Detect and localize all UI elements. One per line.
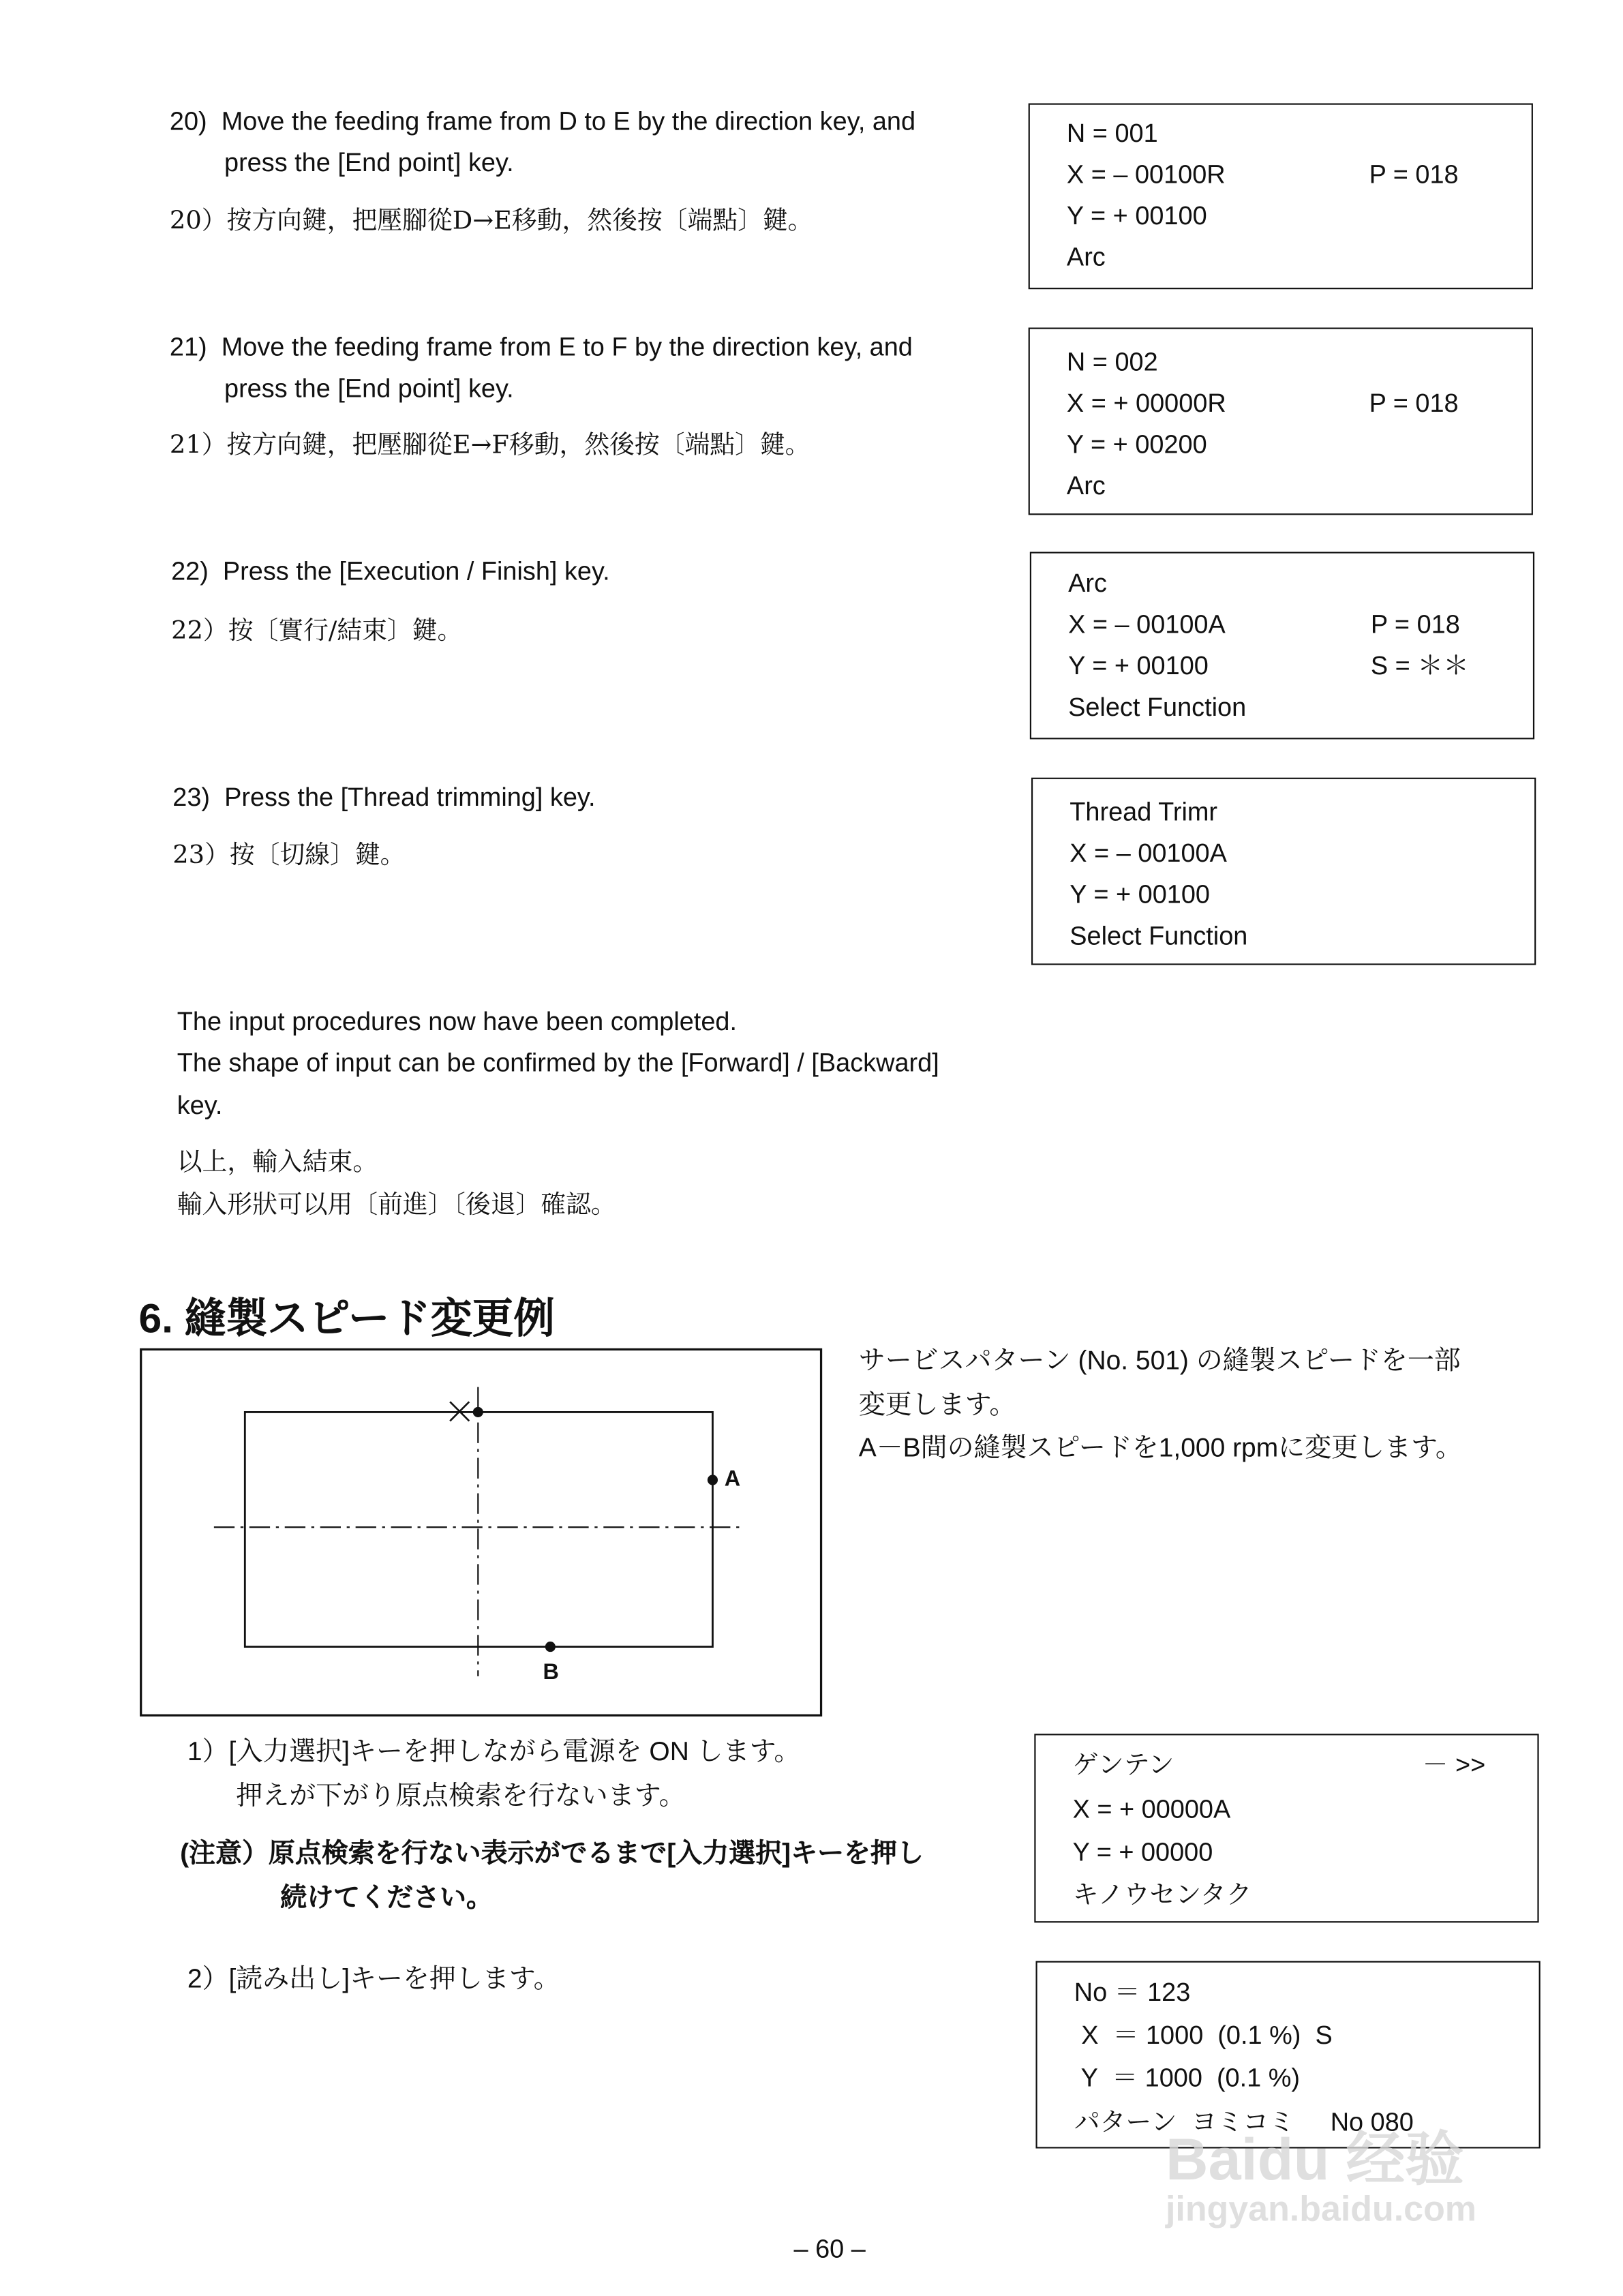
- display-line: N = 002: [1066, 346, 1158, 376]
- display-line: Arc: [1066, 241, 1106, 272]
- display-line: X = – 00100R: [1066, 159, 1226, 190]
- jp-step-2: 2）[読み出し]キーを押します。: [187, 1963, 560, 1994]
- step-20-en-line2: press the [End point] key.: [224, 147, 514, 177]
- display-line: Arc: [1068, 568, 1107, 598]
- display-line: Y = + 00100: [1066, 200, 1207, 230]
- display-line: No ＝ 123: [1074, 1977, 1191, 2007]
- display-value-s: S = ＊＊: [1370, 650, 1470, 680]
- completion-zh-2: 輸入形狀可以用〔前進〕〔後退〕確認。: [177, 1190, 616, 1221]
- display-line: X ＝ 1000 (0.1 %) S: [1074, 2020, 1333, 2050]
- step-23-zh: 23）按〔切線〕鍵。: [172, 841, 406, 871]
- display-line: Y = + 00200: [1066, 429, 1207, 459]
- display-line: Y = + 00000: [1072, 1837, 1213, 1867]
- jp-note-2: 続けてください。: [280, 1882, 493, 1913]
- watermark-logo: Baidu 经验: [1165, 2128, 1464, 2193]
- step-20-en-line1: 20) Move the feeding frame from D to E by the direction key, and: [169, 106, 916, 136]
- display-value-p: P = 018: [1370, 609, 1460, 639]
- origin-point: [473, 1407, 483, 1417]
- step-21-en-line2: press the [End point] key.: [224, 373, 514, 403]
- display-line: ゲンテン: [1072, 1750, 1174, 1780]
- display-line: Select Function: [1068, 692, 1247, 722]
- display-line: Y = + 00100: [1070, 879, 1210, 909]
- display-value-p: P = 018: [1369, 159, 1459, 190]
- step-21-zh: 21）按方向鍵，把壓腳從E→F移動，然後按〔端點〕鍵。: [169, 431, 810, 461]
- display-value-p: P = 018: [1369, 388, 1459, 418]
- display-line: N = 001: [1066, 118, 1158, 148]
- step-20-zh: 20）按方向鍵，把壓腳從D→E移動，然後按〔端點〕鍵。: [169, 207, 813, 237]
- display-line: Select Function: [1070, 920, 1248, 950]
- step-21-en-line1: 21) Move the feeding frame from E to F by the direction key, and: [169, 332, 913, 362]
- diagram-frame: [141, 1349, 821, 1715]
- display-line: X = – 00100A: [1068, 609, 1226, 639]
- label-a: A: [724, 1466, 741, 1492]
- jp-step-1: 1）[入力選択]キーを押しながら電源を ON します。: [187, 1736, 801, 1766]
- display-line: X = + 00000A: [1072, 1794, 1231, 1824]
- jp-step-1b: 押えが下がり原点検索を行ないます。: [236, 1781, 686, 1811]
- label-b: B: [543, 1660, 560, 1685]
- section-desc-2: 変更します。: [858, 1389, 1016, 1420]
- step-22-zh: 22）按〔實行/結束〕鍵。: [171, 616, 463, 647]
- step-23-en: 23) Press the [Thread trimming] key.: [172, 782, 596, 812]
- page-number: – 60 –: [793, 2234, 866, 2264]
- completion-en-3: key.: [177, 1090, 223, 1120]
- section-title: 6. 縫製スピード変更例: [138, 1295, 555, 1342]
- watermark-url: jingyan.baidu.com: [1165, 2190, 1477, 2230]
- display-line: X = + 00000R: [1066, 388, 1226, 418]
- jp-note: (注意）原点検索を行ない表示がでるまで[入力選択]キーを押し: [180, 1838, 924, 1869]
- display-line: Thread Trimr: [1070, 796, 1218, 827]
- completion-zh-1: 以上，輸入結束。: [177, 1147, 378, 1178]
- point-b: [545, 1642, 556, 1652]
- display-line: キノウセンタク: [1072, 1879, 1252, 1909]
- display-line: Y ＝ 1000 (0.1 %): [1074, 2062, 1301, 2093]
- section-desc-3: A－B間の縫製スピードを1,000 rpmに変更します。: [858, 1432, 1462, 1463]
- section-desc-1: サービスパターン (No. 501) の縫製スピードを一部: [858, 1346, 1461, 1376]
- display-panel-5: [1034, 1734, 1538, 1922]
- completion-en-2: The shape of input can be confirmed by the [Forward] / [Backward]: [177, 1047, 939, 1078]
- point-a: [708, 1475, 718, 1485]
- display-line: Arc: [1066, 470, 1106, 500]
- display-line: Y = + 00100: [1068, 650, 1209, 680]
- display-arrow: － >>: [1422, 1750, 1486, 1780]
- completion-en-1: The input procedures now have been completed.: [177, 1006, 737, 1036]
- step-22-en: 22) Press the [Execution / Finish] key.: [171, 556, 610, 586]
- display-line: パターン ヨミコミ No 080: [1074, 2106, 1414, 2137]
- display-line: X = – 00100A: [1070, 838, 1227, 868]
